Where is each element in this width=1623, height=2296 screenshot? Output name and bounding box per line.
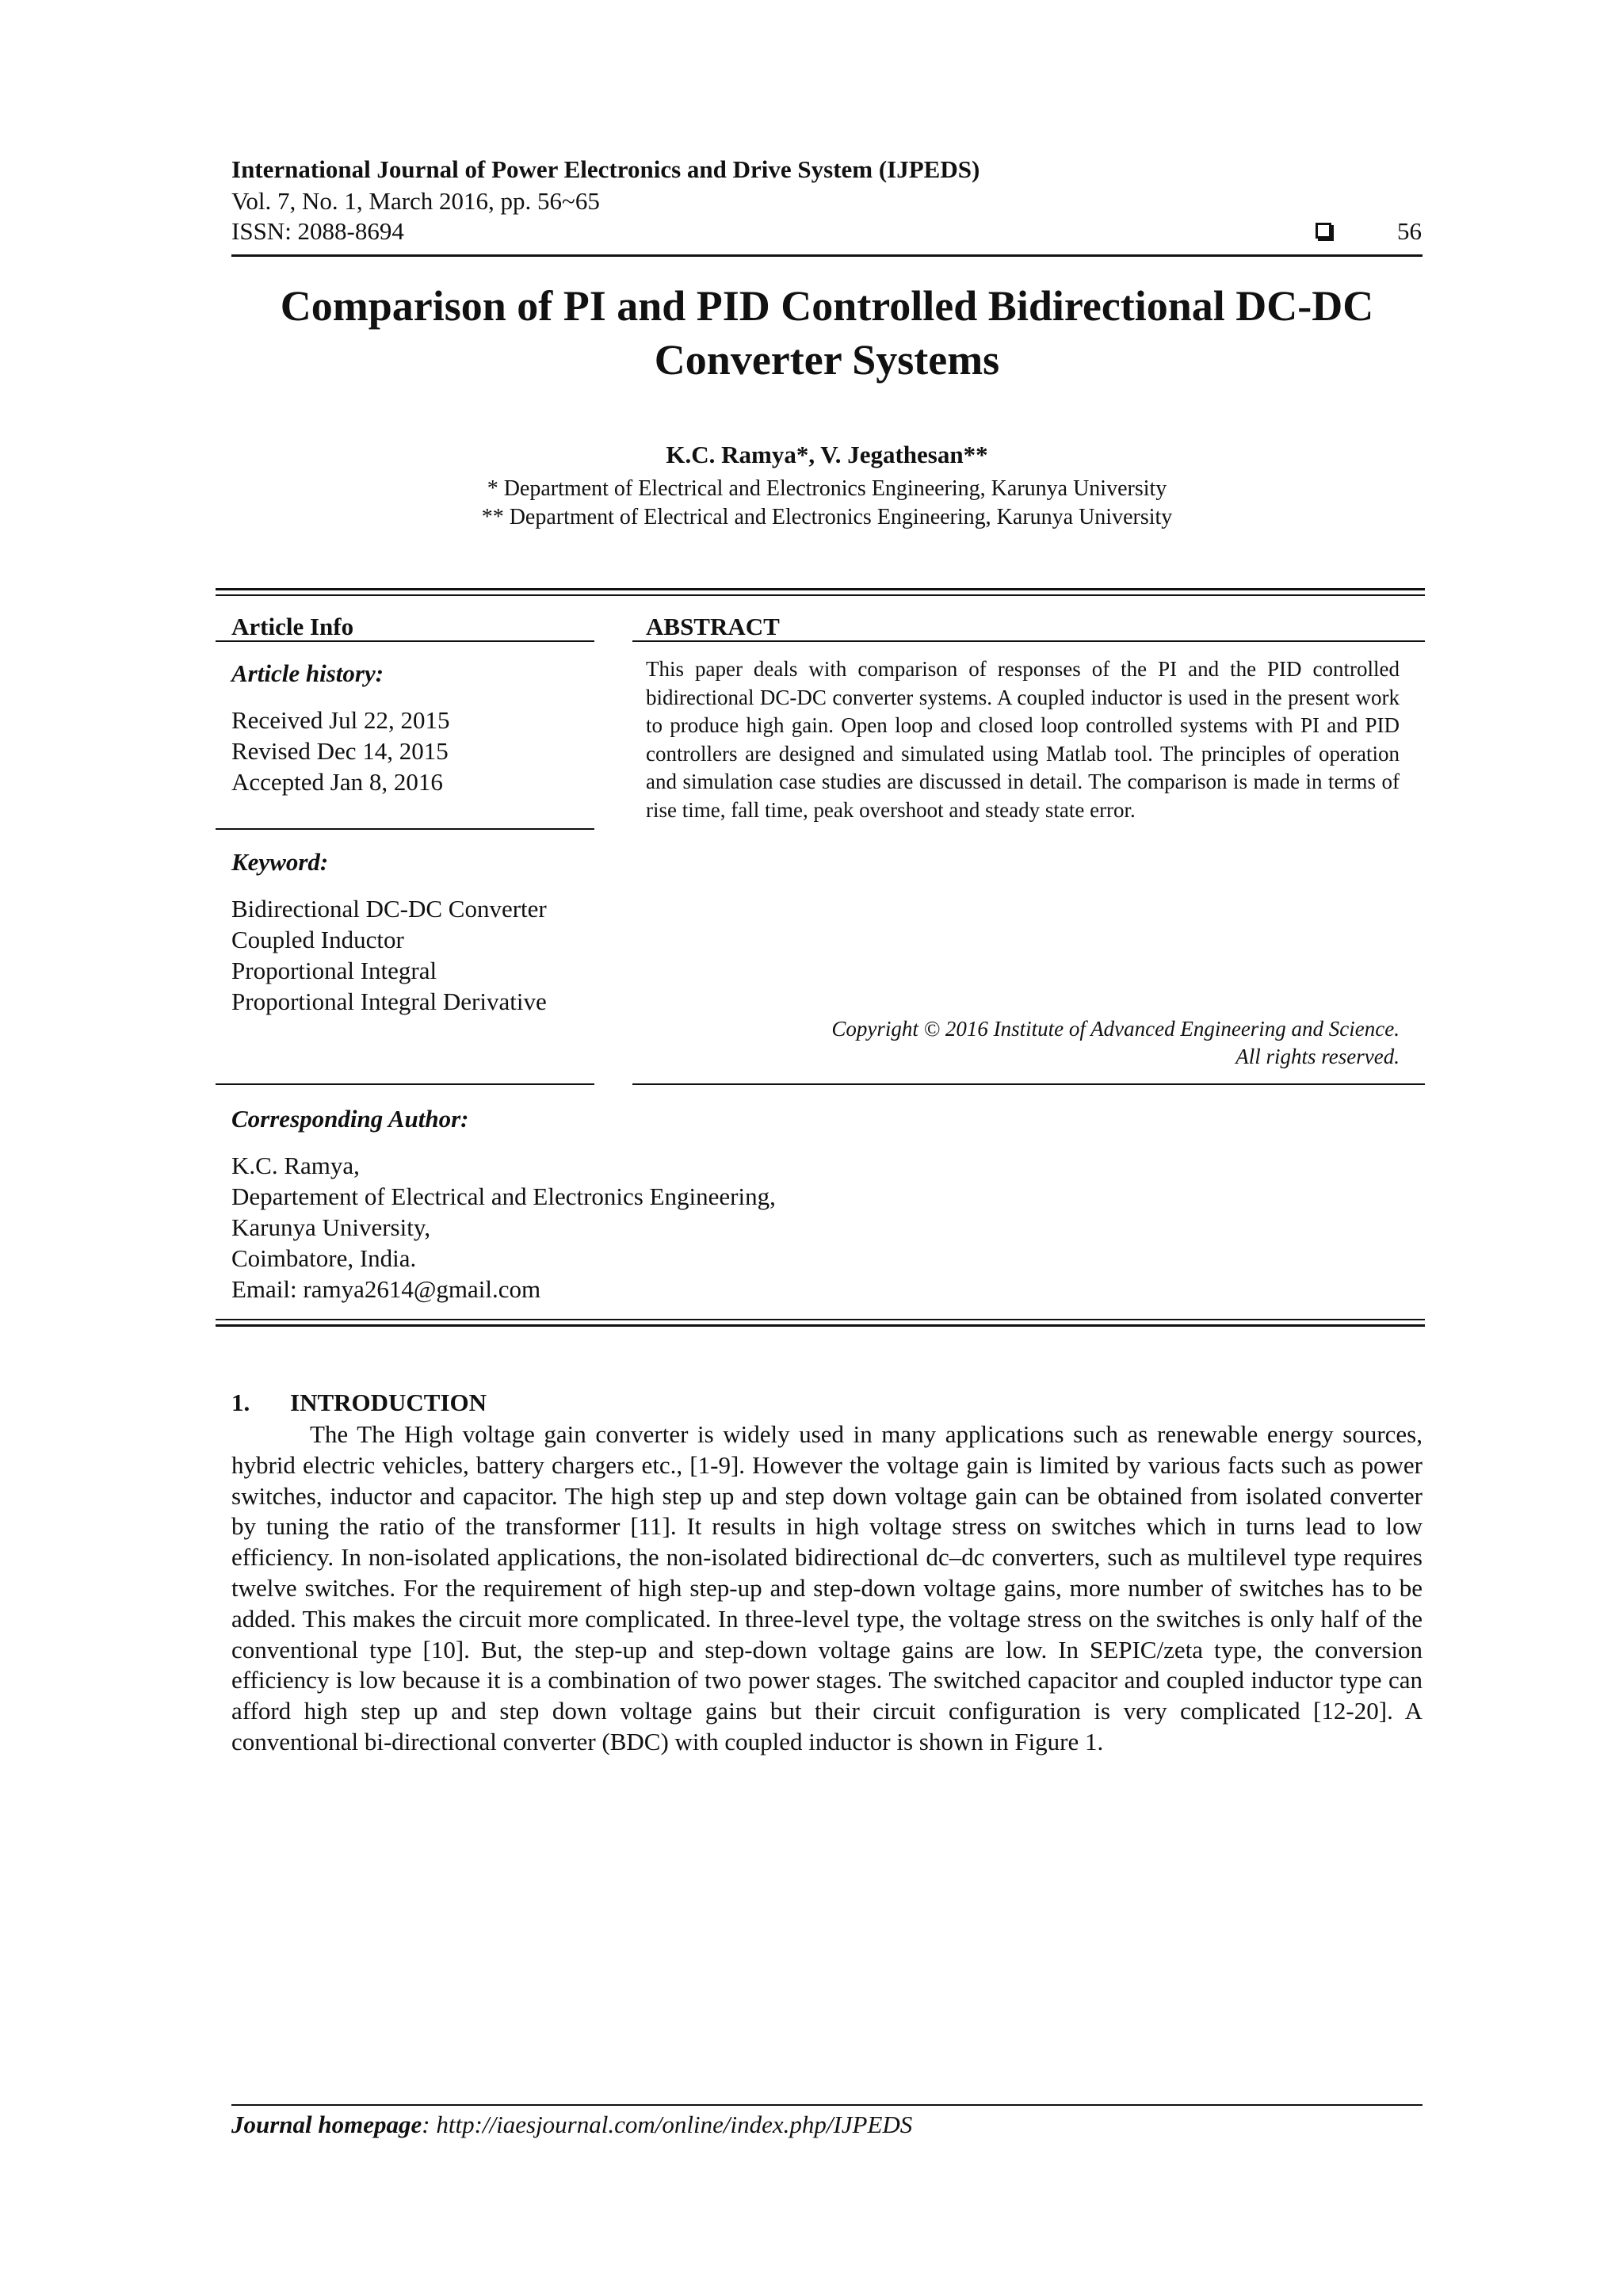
- abstract-heading: ABSTRACT: [646, 613, 780, 640]
- info-box-top-rule-inner: [216, 594, 1425, 596]
- corresponding-author-city: Coimbatore, India.: [231, 1244, 417, 1272]
- footer-divider: [231, 2104, 1423, 2106]
- keyword-item: Proportional Integral Derivative: [231, 988, 547, 1015]
- corresponding-author-name: K.C. Ramya,: [231, 1152, 360, 1179]
- introduction-body: The The High voltage gain converter is widely used in many applications such as renewable energy sources, hybrid electric vehicles, battery chargers etc., [1-9]. However the voltage gain is limited by various facts such as power switches, inductor and capacitor. The high step up and step down voltage gain can be obtained from isolated converter by tuning the ratio of the transformer [11]. It results in high voltage stress on switches which in turns lead to low efficiency. In non-isolated applications, the non-isolated bidirectional dc–dc converters, such as multilevel type requires twelve switches. For the requirement of high step-up and step-down voltage gains, more number of switches has to be added. This makes the circuit more complicated. In three-level type, the voltage stress on the switches is only half of the conventional type [10]. But, the step-up and step-down voltage gains are low. In SEPIC/zeta type, the conversion efficiency is low because it is a combination of two power stages. The switched capacitor and coupled inductor type can afford high step up and step down voltage gains but their circuit configuration is very complicated [12-20]. A conventional bi-directional converter (BDC) with coupled inductor is shown in Figure 1.: [231, 1420, 1423, 1755]
- corresponding-author-email[interactable]: Email: ramya2614@gmail.com: [231, 1275, 541, 1303]
- journal-homepage: [231, 2111, 912, 2139]
- section-number: 1.: [231, 1389, 250, 1416]
- header-divider: [231, 254, 1423, 257]
- author-list: K.C. Ramya*, V. Jegathesan**: [666, 441, 988, 468]
- affiliation-1: * Department of Electrical and Electronics Engineering, Karunya University: [487, 476, 1167, 501]
- keyword-item: Bidirectional DC-DC Converter: [231, 895, 547, 923]
- corresponding-author-department: Departement of Electrical and Electronics Engineering,: [231, 1182, 776, 1210]
- article-history-label: Article history:: [231, 659, 384, 687]
- journal-issn: ISSN: 2088-8694: [231, 217, 404, 245]
- journal-volume: Vol. 7, No. 1, March 2016, pp. 56~65: [231, 187, 600, 215]
- abstract-bottom-rule: [632, 1083, 1425, 1085]
- article-info-rule: [216, 640, 594, 642]
- abstract-text: This paper deals with comparison of responses of the PI and the PID controlled bidirectional DC-DC converter systems. A coupled inductor is used in the present work to produce high gain. Open loop and closed loop controlled systems with PI and PID controllers are designed and simulated using Matlab tool. The principles of operation and simulation case studies are discussed in detail. The comparison is made in terms of rise time, fall time, peak overshoot and steady state error.: [646, 657, 1400, 822]
- corresponding-author-university: Karunya University,: [231, 1213, 431, 1241]
- affiliation-2: ** Department of Electrical and Electronics Engineering, Karunya University: [481, 505, 1173, 529]
- section-title: INTRODUCTION: [290, 1389, 487, 1416]
- journal-homepage-label: Journal homepage: [231, 2111, 422, 2138]
- paper-title-line-2: Converter Systems: [654, 336, 1000, 384]
- info-box-top-rule: [216, 588, 1425, 590]
- checkbox-bullet-icon: [1316, 223, 1331, 239]
- copyright-line-2: All rights reserved.: [1235, 1045, 1400, 1068]
- keyword-item: Coupled Inductor: [231, 926, 404, 953]
- info-box-bottom-rule-inner: [216, 1319, 1425, 1320]
- history-revised: Revised Dec 14, 2015: [231, 737, 449, 765]
- paper-title-line-1: Comparison of PI and PID Controlled Bidirectional DC-DC: [280, 282, 1374, 330]
- keyword-item: Proportional Integral: [231, 957, 437, 984]
- paper-title: [231, 279, 1423, 387]
- corresponding-author-label: Corresponding Author:: [231, 1105, 469, 1133]
- keywords-rule: [216, 1083, 594, 1085]
- journal-homepage-url[interactable]: : http://iaesjournal.com/online/index.php/IJPEDS: [422, 2111, 913, 2138]
- journal-name: International Journal of Power Electronics and Drive System (IJPEDS): [231, 155, 980, 183]
- history-rule: [216, 828, 594, 830]
- history-accepted: Accepted Jan 8, 2016: [231, 768, 443, 796]
- page-number: 56: [1397, 217, 1422, 245]
- keyword-label: Keyword:: [231, 848, 329, 876]
- history-received: Received Jul 22, 2015: [231, 706, 450, 734]
- info-box-bottom-rule: [216, 1324, 1425, 1327]
- introduction-heading: [231, 1389, 487, 1417]
- abstract-rule: [632, 640, 1425, 642]
- copyright-line-1: Copyright © 2016 Institute of Advanced Engineering and Science.: [831, 1017, 1400, 1041]
- article-info-heading: Article Info: [231, 613, 354, 640]
